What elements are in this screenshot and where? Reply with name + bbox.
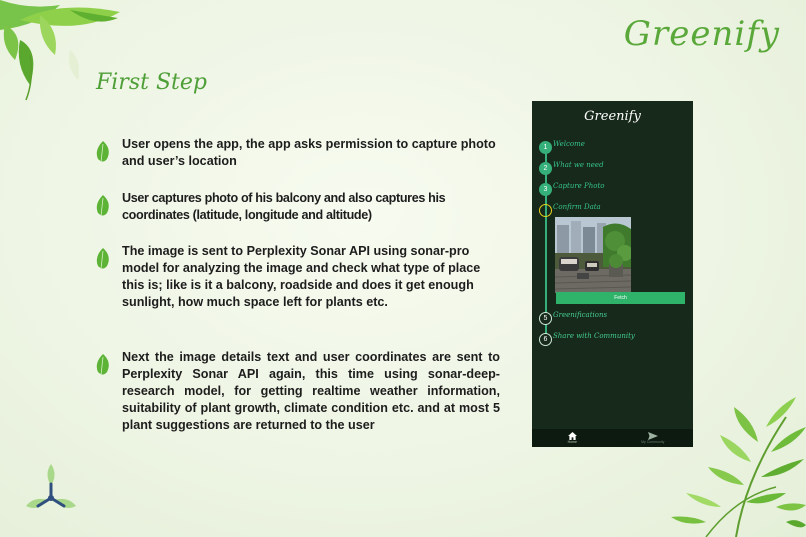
nav-label: My Community [641,440,665,444]
timeline-step-share-with-community[interactable] [539,333,635,346]
current-step-indicator [539,204,552,217]
timeline-step-what-we-need[interactable] [539,162,604,175]
leaf-bullet-icon [94,194,112,218]
project-logo-icon [20,460,82,516]
step-label: Confirm Data [553,203,601,211]
step-number-badge: 5 [539,312,552,325]
step-label: Greenifications [553,311,608,319]
step-label: Capture Photo [553,182,605,190]
app-title: Greenify [584,109,641,124]
phone-mockup [532,101,693,447]
section-title: First Step [96,70,207,95]
step-number-badge: 6 [539,333,552,346]
brand-logo-text: Greenify [623,14,780,54]
captured-balcony-photo [555,217,631,293]
nav-label: Home [567,440,577,444]
step-text: Next the image details text and user coordinates are sent to Perplexity Sonar API again, this time using sonar-deep-research model, for getting realtime weather information, suitability of plant growth, climate condition etc. and at most 5 plant suggestions are returned to the user [122,350,500,432]
step-number-badge: 1 [539,141,552,154]
step-number-badge: 3 [539,183,552,196]
step-item [94,243,500,311]
leaf-bullet-icon [94,247,112,271]
timeline-step-capture-photo[interactable] [539,183,605,196]
decorative-leaves-bottom-right [646,397,806,537]
step-item [94,349,500,434]
timeline-step-confirm-data[interactable] [539,204,601,217]
leaf-bullet-icon [94,353,112,377]
nav-home[interactable] [532,429,613,447]
step-text: User opens the app, the app asks permission to capture photo and user’s location [122,137,496,168]
step-item [94,190,500,224]
step-label: What we need [553,161,604,169]
home-icon [568,432,577,440]
step-label: Welcome [553,140,585,148]
step-label: Share with Community [553,332,635,340]
steps-list [94,136,500,434]
step-text: User captures photo of his balcony and also captures his coordinates (latitude, longitude and altitude) [122,191,446,222]
leaf-bullet-icon [94,140,112,164]
timeline-step-greenifications[interactable] [539,312,607,325]
fetch-button[interactable]: Fetch [556,292,685,304]
timeline-step-welcome[interactable] [539,141,585,154]
step-text: The image is sent to Perplexity Sonar API using sonar-pro model for analyzing the image and check what type of place this is; like is it a balcony, roadside and does it get enough sunlight, how much space left for plants etc. [122,244,481,309]
step-item [94,136,500,170]
step-number-badge: 2 [539,162,552,175]
